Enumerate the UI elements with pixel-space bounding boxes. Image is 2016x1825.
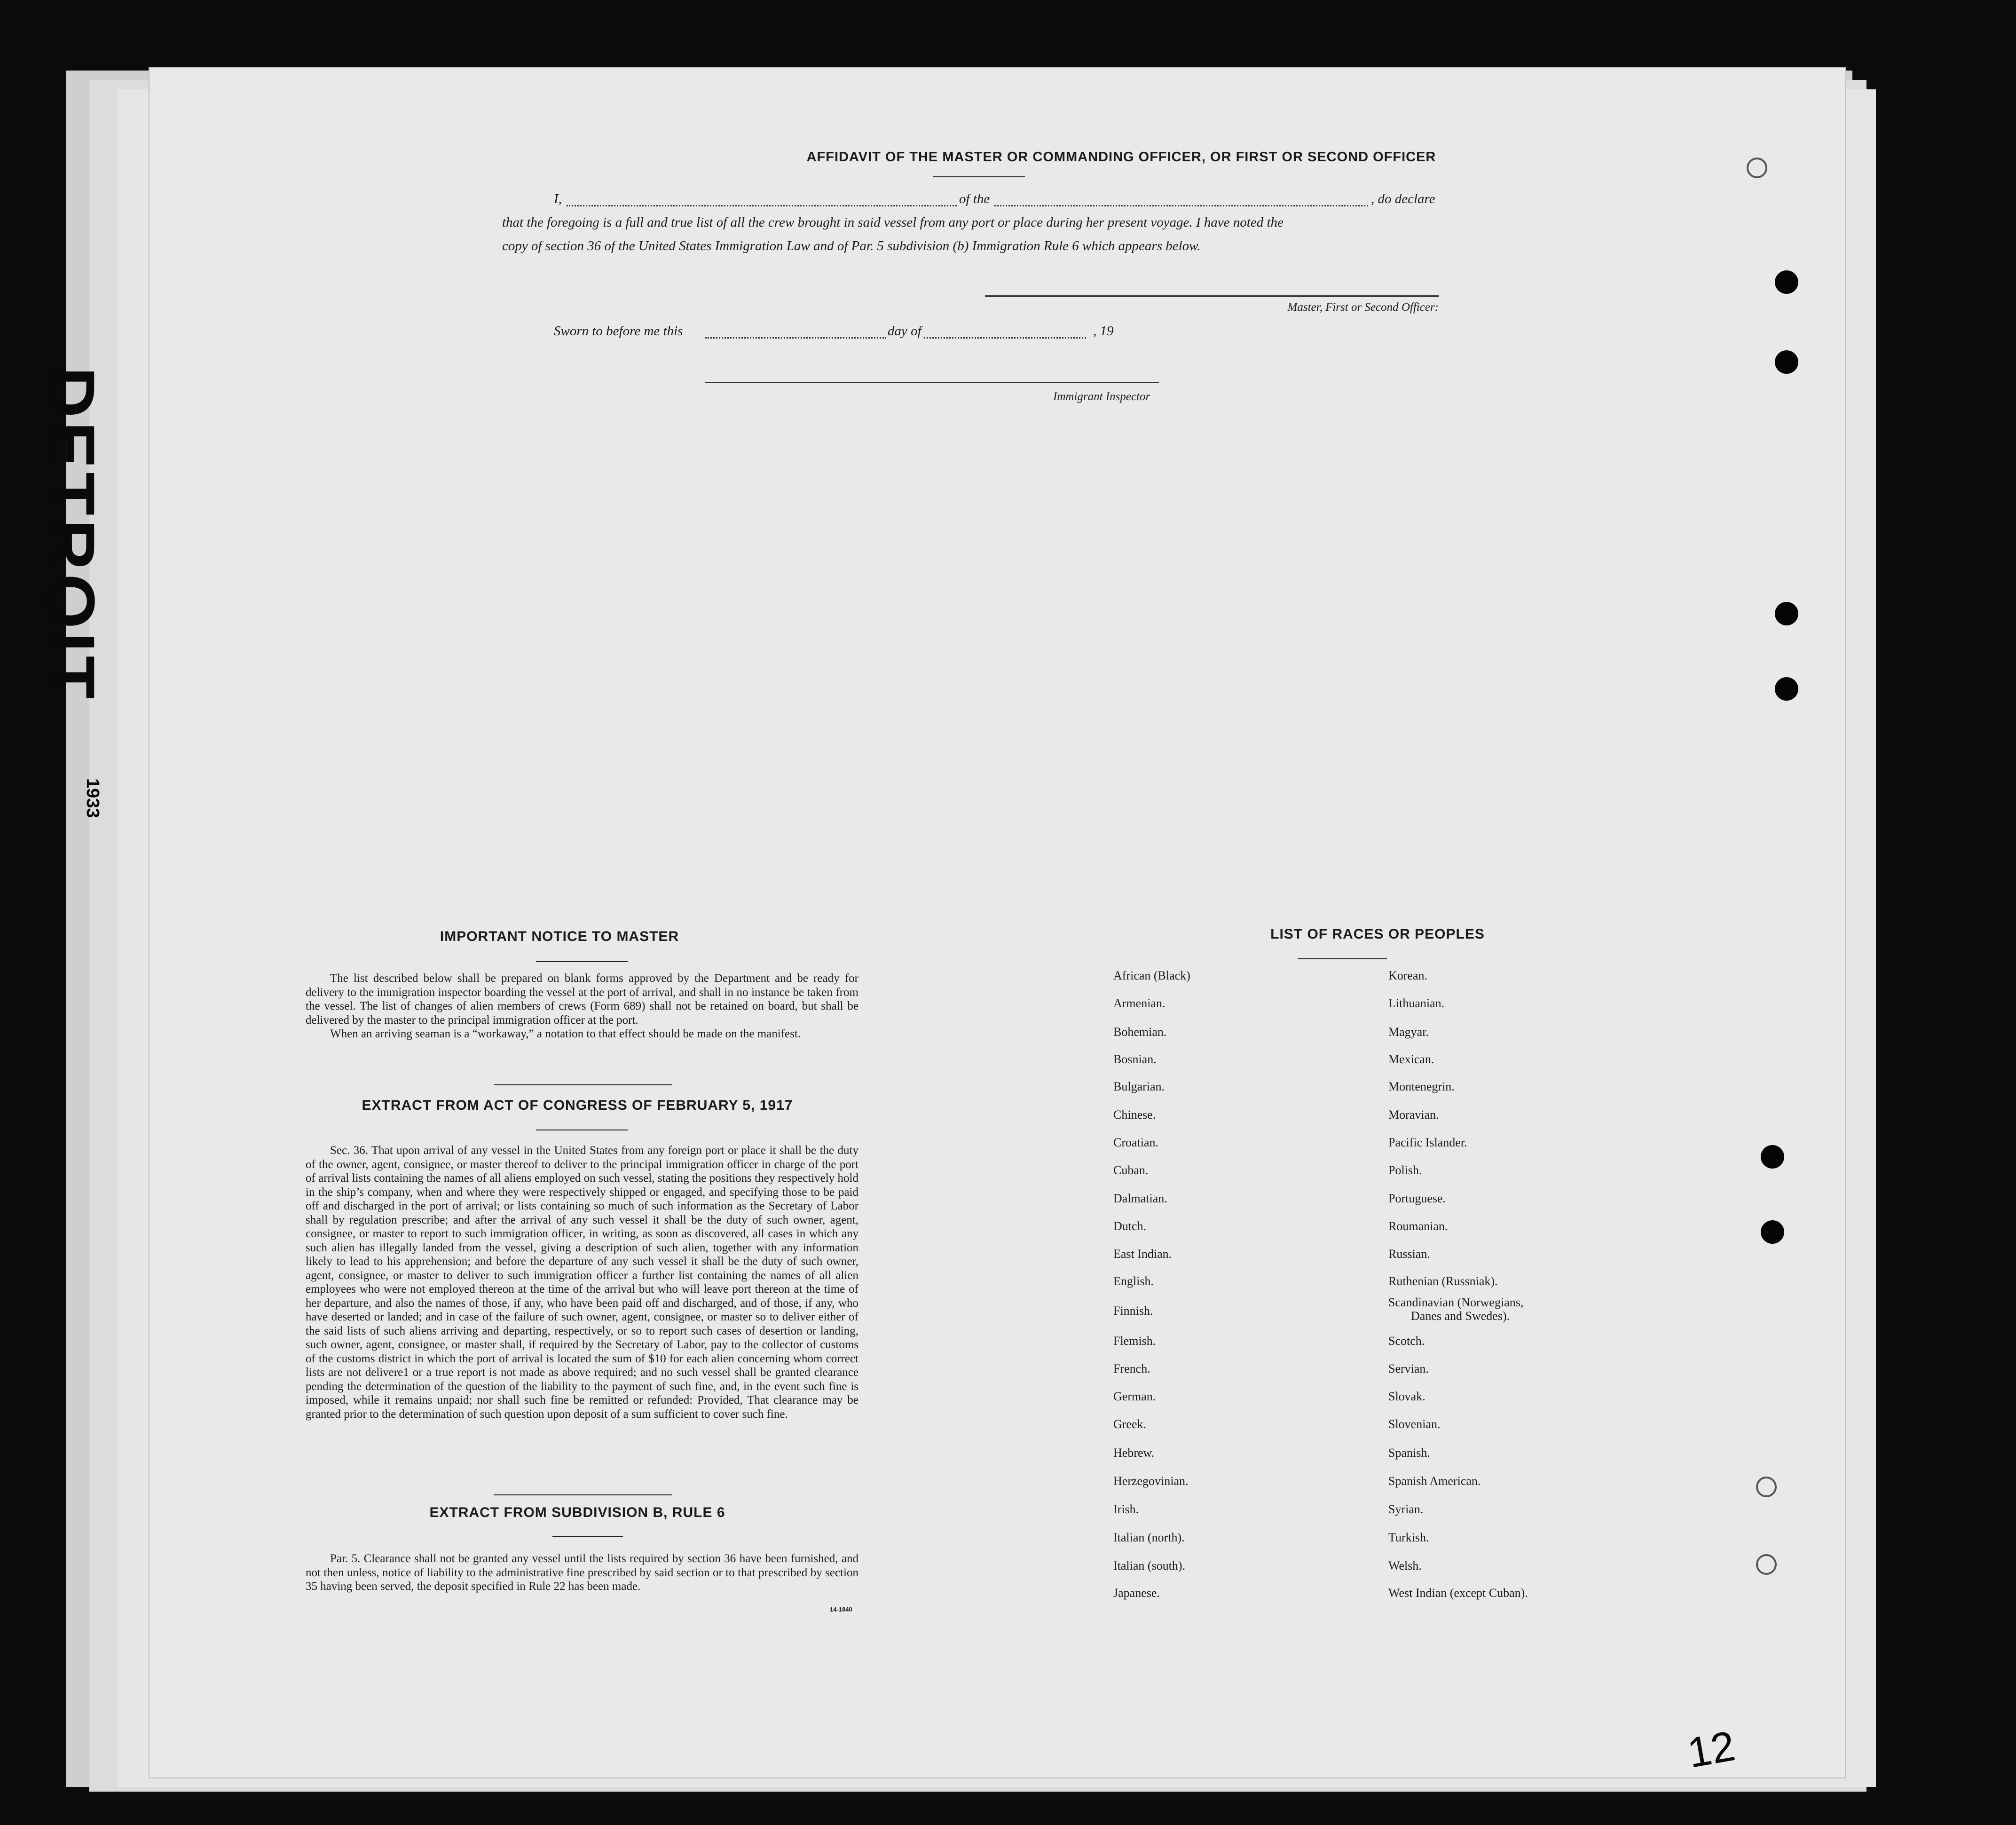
- race-item: Welsh.: [1388, 1559, 1422, 1572]
- race-item: Slovak.: [1388, 1390, 1425, 1403]
- race-item: Portuguese.: [1388, 1192, 1446, 1205]
- page-number-mark: 12: [1684, 1722, 1739, 1777]
- document-page: [150, 68, 1845, 1778]
- race-item: Flemish.: [1113, 1334, 1156, 1348]
- day-blank[interactable]: [705, 337, 886, 339]
- race-item: Scandinavian (Norwegians,: [1388, 1296, 1524, 1309]
- race-item: Moravian.: [1388, 1108, 1439, 1122]
- punch-hole: [1747, 158, 1767, 178]
- affidavit-line-1a: I,: [554, 191, 562, 206]
- inspector-signature-line[interactable]: [705, 382, 1159, 383]
- section-36-text: Sec. 36. That upon arrival of any vessel in the United States from any foreign port or place it shall be the duty of the owner, agent, consignee, or master thereof to deliver to the principal immigration officer in charge of the port of arrival lists containing the names of all aliens employed on such vessel, stating the positions they respectively hold in the ship’s company, when and where they were respectively shipped or engaged, and specifying those to be paid off and discharged in the port of arrival; or lists containing so much of such information as the Secretary of Labor shall by regulation prescribe; and after the arrival of any such vessel it shall be the duty of such owner, agent, consignee, or master to report to such immigration officer, in writing, as soon as discovered, all cases in which any such alien has illegally landed from the vessel, giving a description of such alien, together with any information likely to lead to his apprehension; and before the departure of any such vessel it shall be the duty of such owner, agent, consignee, or master to deliver to such immigration officer a further list containing the names of all alien employees who were not employed thereon at the time of the arrival but who will leave port thereon at the time of her departure, and also the names of those, if any, who have been paid off and discharged, and of those, if any, who have deserted or landed; and in case of the failure of such owner, agent, consignee, or master so to deliver either of the said lists of such aliens arriving and departing, respectively, or so to report such cases of desertion or landing, such owner, agent, consignee, or master shall, if required by the Secretary of Labor, pay to the collector of customs of the customs district in which the port of arrival is located the sum of $10 for each alien concerning whom correct lists are not delivere1 or a true report is not made as above required; and no such vessel shall be granted clearance pending the determination of the question of the liability to the payment of such fine, and, in the event such fine is imposed, while it remains unpaid; nor shall such fine be remitted or refunded: Provided, That clearance may be granted prior to the determination of such question upon deposit of a sum sufficient to cover such fine.: [306, 1144, 858, 1421]
- vessel-blank[interactable]: [994, 205, 1368, 206]
- race-item: Cuban.: [1113, 1163, 1149, 1177]
- section-rule: [494, 1084, 672, 1085]
- race-item: Spanish American.: [1388, 1474, 1481, 1488]
- race-item: Dutch.: [1113, 1219, 1147, 1233]
- signature-caption: Master, First or Second Officer:: [1287, 301, 1439, 314]
- race-item: Slovenian.: [1388, 1417, 1441, 1431]
- race-item: Polish.: [1388, 1163, 1422, 1177]
- title-rule: [1298, 958, 1387, 959]
- sworn-day-of: day of: [888, 324, 921, 339]
- punch-hole: [1756, 1554, 1777, 1575]
- punch-hole: [1775, 270, 1798, 294]
- title-rule: [552, 1536, 623, 1537]
- race-item: Armenian.: [1113, 996, 1166, 1010]
- notice-body: [306, 972, 858, 1041]
- race-item: English.: [1113, 1274, 1154, 1288]
- inspector-caption: Immigrant Inspector: [1053, 390, 1150, 403]
- races-title: LIST OF RACES OR PEOPLES: [1270, 926, 1485, 942]
- section-rule: [494, 1494, 672, 1495]
- race-item: Mexican.: [1388, 1052, 1434, 1066]
- race-item: Japanese.: [1113, 1586, 1160, 1600]
- affidavit-line-2: that the foregoing is a full and true list of all the crew brought in said vessel from any port or place during her present voyage. I have noted the: [502, 215, 1284, 230]
- affidavit-line-1b: of the: [959, 191, 990, 206]
- extract-act-title: EXTRACT FROM ACT OF CONGRESS OF FEBRUARY 5, 1917: [362, 1098, 793, 1113]
- race-item: Magyar.: [1388, 1025, 1429, 1039]
- title-rule: [933, 176, 1025, 177]
- race-item: Spanish.: [1388, 1446, 1430, 1460]
- month-blank[interactable]: [924, 337, 1086, 339]
- race-item-continuation: Danes and Swedes).: [1411, 1309, 1510, 1323]
- punch-hole: [1756, 1477, 1777, 1497]
- race-item: West Indian (except Cuban).: [1388, 1586, 1528, 1600]
- name-blank[interactable]: [567, 205, 957, 206]
- race-item: Bohemian.: [1113, 1025, 1167, 1039]
- race-item: Finnish.: [1113, 1304, 1153, 1318]
- race-item: Lithuanian.: [1388, 996, 1445, 1010]
- race-item: Montenegrin.: [1388, 1080, 1455, 1093]
- extract-rule-title: EXTRACT FROM SUBDIVISION B, RULE 6: [429, 1505, 725, 1520]
- race-item: Irish.: [1113, 1502, 1139, 1516]
- race-item: Russian.: [1388, 1247, 1430, 1261]
- race-item: Servian.: [1388, 1362, 1429, 1375]
- race-item: German.: [1113, 1390, 1156, 1403]
- race-item: East Indian.: [1113, 1247, 1172, 1261]
- race-item: Dalmatian.: [1113, 1192, 1167, 1205]
- punch-hole: [1775, 602, 1798, 625]
- punch-hole: [1761, 1145, 1784, 1169]
- punch-hole: [1761, 1220, 1784, 1244]
- form-number: 14-1840: [830, 1606, 852, 1613]
- race-item: Croatian.: [1113, 1136, 1159, 1149]
- side-stamp-text: DETROIT: [31, 367, 110, 703]
- race-item: Chinese.: [1113, 1108, 1156, 1122]
- race-item: Turkish.: [1388, 1531, 1429, 1544]
- race-item: Italian (north).: [1113, 1531, 1185, 1544]
- race-item: Scotch.: [1388, 1334, 1425, 1348]
- race-item: Roumanian.: [1388, 1219, 1448, 1233]
- extract-rule-body: [306, 1552, 858, 1594]
- race-item: Hebrew.: [1113, 1446, 1155, 1460]
- race-item: Herzegovinian.: [1113, 1474, 1189, 1488]
- race-item: African (Black): [1113, 969, 1190, 982]
- race-item: French.: [1113, 1362, 1150, 1375]
- affidavit-line-3: copy of section 36 of the United States Immigration Law and of Par. 5 subdivision (b) Immigration Rule 6 which appears below.: [502, 238, 1201, 253]
- side-stamp-year: 1933: [83, 778, 102, 818]
- race-item: Syrian.: [1388, 1502, 1424, 1516]
- punch-hole: [1775, 677, 1798, 701]
- race-item: Korean.: [1388, 969, 1428, 982]
- notice-title: IMPORTANT NOTICE TO MASTER: [440, 929, 679, 944]
- race-item: Bulgarian.: [1113, 1080, 1165, 1093]
- notice-paragraph-1: The list described below shall be prepared on blank forms approved by the Department and be ready for delivery to the immigration inspector boarding the vessel at the port of arrival, and shall in no instance be taken from the vessel. The list of changes of alien members of crews (Form 689) shall not be retained on board, but shall be delivered by the master to the principal immigration officer at the port.: [306, 972, 858, 1027]
- race-item: Bosnian.: [1113, 1052, 1157, 1066]
- affidavit-title: AFFIDAVIT OF THE MASTER OR COMMANDING OFFICER, OR FIRST OR SECOND OFFICER: [806, 150, 1436, 165]
- affidavit-line-1c: , do declare: [1371, 191, 1435, 206]
- race-item: Greek.: [1113, 1417, 1147, 1431]
- race-item: Ruthenian (Russniak).: [1388, 1274, 1498, 1288]
- title-rule: [536, 961, 628, 962]
- race-item: Italian (south).: [1113, 1559, 1186, 1572]
- race-item: Pacific Islander.: [1388, 1136, 1467, 1149]
- extract-act-body: [306, 1144, 858, 1421]
- signature-line[interactable]: [985, 295, 1439, 297]
- notice-paragraph-2: When an arriving seaman is a “workaway,” a notation to that effect should be made on the manifest.: [330, 1027, 801, 1040]
- sworn-text: Sworn to before me this: [554, 324, 683, 339]
- sworn-year: , 19: [1093, 324, 1114, 339]
- par-5-text: Par. 5. Clearance shall not be granted any vessel until the lists required by section 36 have been furnished, and not then unless, notice of liability to the administrative fine prescribed by said section or to that prescribed by section 35 having been served, the deposit specified in Rule 22 has been made.: [306, 1552, 858, 1593]
- punch-hole: [1775, 350, 1798, 374]
